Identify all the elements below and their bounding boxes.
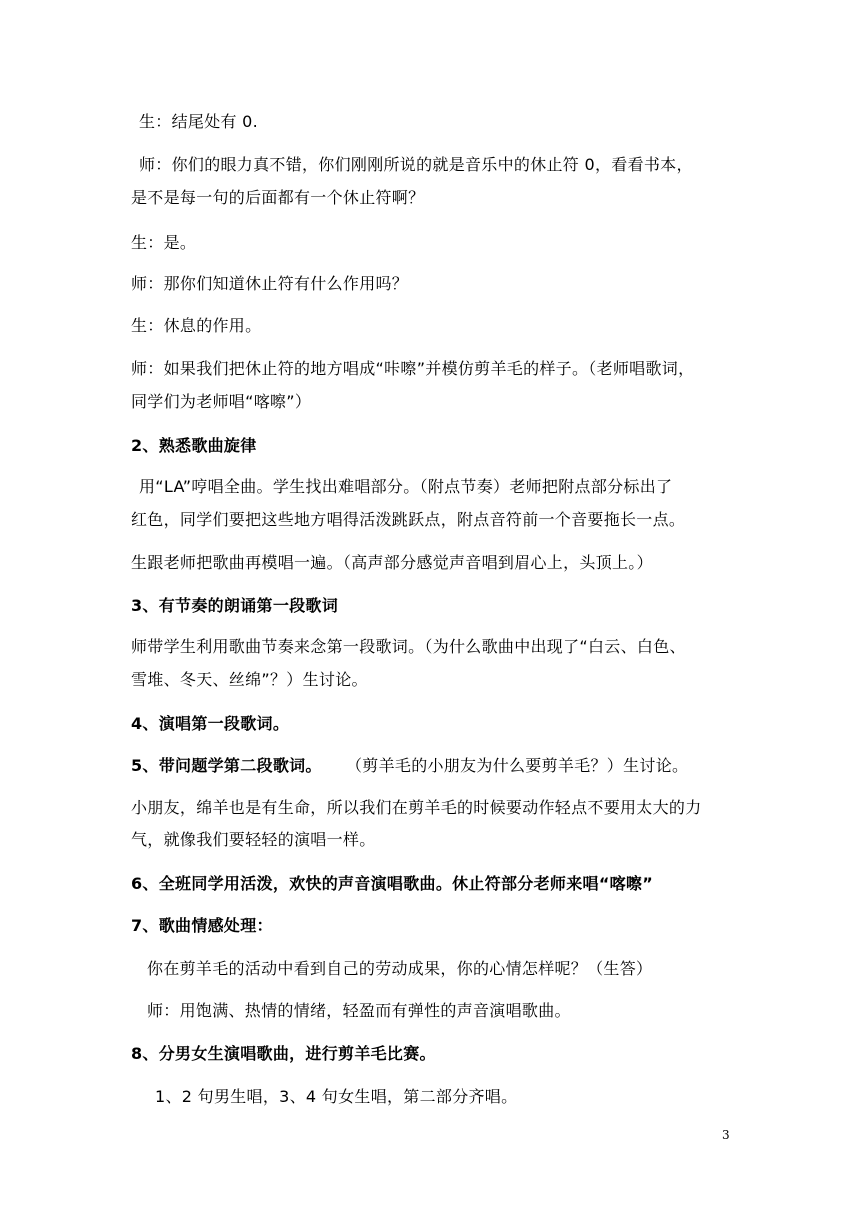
section-heading: 7、歌曲情感处理： xyxy=(131,916,273,935)
body-paragraph-line: 生跟老师把歌曲再模唱一遍。（高声部分感觉声音唱到眉心上，头顶上。） xyxy=(131,553,653,572)
section-heading-note: （剪羊毛的小朋友为什么要剪羊毛？）生讨论。 xyxy=(346,756,689,775)
dialogue-line: 是不是每一句的后面都有一个休止符啊？ xyxy=(131,188,425,207)
body-paragraph-line: 雪堆、冬天、丝绵”？）生讨论。 xyxy=(131,670,368,689)
dialogue-line: 生：是。 xyxy=(131,233,197,252)
dialogue-line: 生：休息的作用。 xyxy=(131,316,262,335)
dialogue-line: 生：结尾处有 0. xyxy=(139,112,259,131)
dialogue-line: 师：如果我们把休止符的地方唱成“咔嚓”并模仿剪羊毛的样子。（老师唱歌词， xyxy=(131,359,695,378)
body-paragraph-line: 红色，同学们要把这些地方唱得活泼跳跃点，附点音符前一个音要拖长一点。 xyxy=(131,510,686,529)
page-number: 3 xyxy=(722,1128,730,1142)
body-paragraph-line: 你在剪羊毛的活动中看到自己的劳动成果，你的心情怎样呢？（生答） xyxy=(147,959,653,978)
dialogue-line: 同学们为老师唱“喀嚓”） xyxy=(131,392,312,411)
dialogue-line: 师：用饱满、热情的情绪，轻盈而有弹性的声音演唱歌曲。 xyxy=(147,1001,571,1020)
body-paragraph-line: 小朋友，绵羊也是有生命，所以我们在剪羊毛的时候要动作轻点不要用太大的力 xyxy=(131,798,702,817)
body-paragraph-line: 师带学生利用歌曲节奏来念第一段歌词。（为什么歌曲中出现了“白云、白色、 xyxy=(131,637,686,656)
section-heading: 6、全班同学用活泼，欢快的声音演唱歌曲。休止符部分老师来唱“喀嚓” xyxy=(131,874,654,893)
section-heading: 2、熟悉歌曲旋律 xyxy=(131,436,257,455)
section-heading: 8、分男女生演唱歌曲，进行剪羊毛比赛。 xyxy=(131,1044,436,1063)
section-heading: 5、带问题学第二段歌词。 xyxy=(131,756,322,775)
dialogue-line: 师：那你们知道休止符有什么作用吗？ xyxy=(131,274,409,293)
body-paragraph-line: 1、2 句男生唱，3、4 句女生唱，第二部分齐唱。 xyxy=(155,1087,518,1106)
section-heading: 4、演唱第一段歌词。 xyxy=(131,714,290,733)
body-paragraph-line: 气，就像我们要轻轻的演唱一样。 xyxy=(131,830,376,849)
body-paragraph-line: 用“LA”哼唱全曲。学生找出难唱部分。（附点节奏）老师把附点部分标出了 xyxy=(139,477,673,496)
dialogue-line: 师：你们的眼力真不错，你们刚刚所说的就是音乐中的休止符 0，看看书本， xyxy=(139,155,693,174)
section-heading: 3、有节奏的朗诵第一段歌词 xyxy=(131,596,339,615)
